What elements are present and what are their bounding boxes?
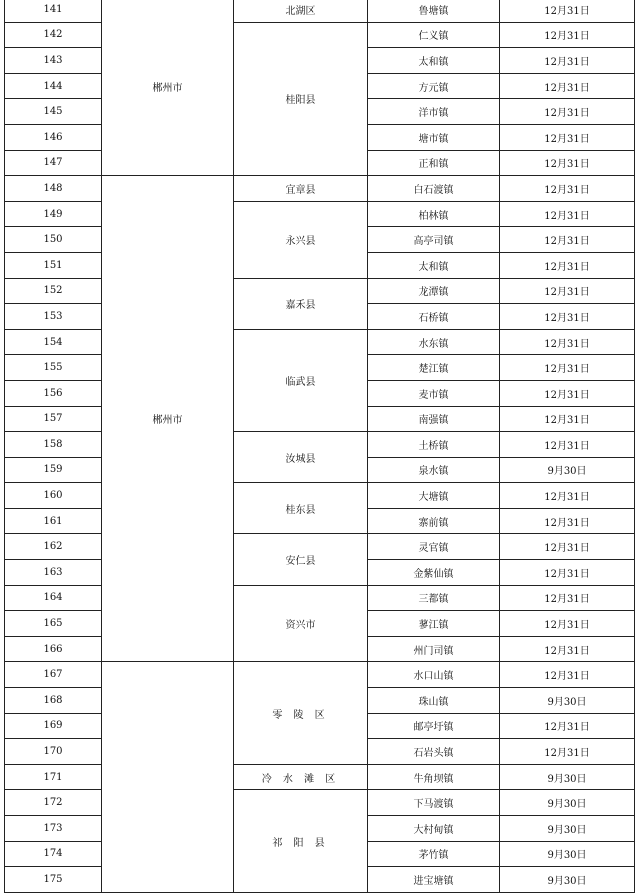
seq-cell: 166 xyxy=(5,636,102,662)
city-cell-empty xyxy=(102,662,234,892)
seq-cell: 157 xyxy=(5,406,102,432)
seq-cell: 163 xyxy=(5,560,102,586)
town-cell: 洋市镇 xyxy=(368,99,500,125)
seq-cell: 158 xyxy=(5,432,102,458)
table-row xyxy=(5,662,635,688)
county-cell: 冷 水 滩 区 xyxy=(234,764,368,790)
date-cell: 12月31日 xyxy=(500,22,635,48)
town-cell: 下马渡镇 xyxy=(368,790,500,816)
date-cell: 12月31日 xyxy=(500,227,635,253)
town-cell: 白石渡镇 xyxy=(368,176,500,202)
seq-cell: 155 xyxy=(5,355,102,381)
date-cell: 12月31日 xyxy=(500,560,635,586)
town-cell: 土桥镇 xyxy=(368,432,500,458)
table-row xyxy=(5,329,635,355)
date-cell: 12月31日 xyxy=(500,201,635,227)
town-cell: 太和镇 xyxy=(368,48,500,74)
seq-cell: 145 xyxy=(5,99,102,125)
seq-cell: 171 xyxy=(5,764,102,790)
town-cell: 高亭司镇 xyxy=(368,227,500,253)
town-cell: 石桥镇 xyxy=(368,304,500,330)
town-cell: 塘市镇 xyxy=(368,124,500,150)
town-cell: 仁义镇 xyxy=(368,22,500,48)
date-cell: 12月31日 xyxy=(500,406,635,432)
table-row xyxy=(5,790,635,816)
seq-cell: 168 xyxy=(5,688,102,714)
date-cell: 9月30日 xyxy=(500,867,635,893)
seq-cell: 159 xyxy=(5,457,102,483)
town-cell: 蓼江镇 xyxy=(368,611,500,637)
town-cell: 珠山镇 xyxy=(368,688,500,714)
county-cell: 资兴市 xyxy=(234,585,368,662)
seq-cell: 161 xyxy=(5,508,102,534)
date-cell: 12月31日 xyxy=(500,483,635,509)
date-cell: 9月30日 xyxy=(500,688,635,714)
table-row xyxy=(5,0,635,22)
town-cell: 太和镇 xyxy=(368,252,500,278)
town-cell: 柏林镇 xyxy=(368,201,500,227)
seq-cell: 152 xyxy=(5,278,102,304)
county-cell: 北湖区 xyxy=(234,0,368,22)
table-row xyxy=(5,201,635,227)
date-cell: 9月30日 xyxy=(500,457,635,483)
date-cell: 12月31日 xyxy=(500,636,635,662)
town-cell: 邮亭圩镇 xyxy=(368,713,500,739)
table-row xyxy=(5,483,635,509)
seq-cell: 165 xyxy=(5,611,102,637)
town-cell: 石岩头镇 xyxy=(368,739,500,765)
date-cell: 12月31日 xyxy=(500,508,635,534)
seq-cell: 146 xyxy=(5,124,102,150)
town-cell: 大村甸镇 xyxy=(368,816,500,842)
city-cell: 郴州市 xyxy=(102,0,234,176)
town-cell: 茅竹镇 xyxy=(368,841,500,867)
town-cell: 水东镇 xyxy=(368,329,500,355)
seq-cell: 173 xyxy=(5,816,102,842)
town-cell: 州门司镇 xyxy=(368,636,500,662)
seq-cell: 153 xyxy=(5,304,102,330)
county-cell: 零 陵 区 xyxy=(234,662,368,764)
seq-cell: 147 xyxy=(5,150,102,176)
seq-cell: 164 xyxy=(5,585,102,611)
town-cell: 灵官镇 xyxy=(368,534,500,560)
date-cell: 12月31日 xyxy=(500,329,635,355)
seq-cell: 175 xyxy=(5,867,102,893)
town-cell: 鲁塘镇 xyxy=(368,0,500,22)
county-cell: 桂东县 xyxy=(234,483,368,534)
county-cell: 汝城县 xyxy=(234,432,368,483)
date-cell: 9月30日 xyxy=(500,764,635,790)
county-cell: 临武县 xyxy=(234,329,368,431)
town-cell: 正和镇 xyxy=(368,150,500,176)
town-cell: 南强镇 xyxy=(368,406,500,432)
date-cell: 12月31日 xyxy=(500,176,635,202)
seq-cell: 142 xyxy=(5,22,102,48)
town-cell: 寨前镇 xyxy=(368,508,500,534)
county-cell: 永兴县 xyxy=(234,201,368,278)
town-cell: 三都镇 xyxy=(368,585,500,611)
town-cell: 金紫仙镇 xyxy=(368,560,500,586)
town-cell: 水口山镇 xyxy=(368,662,500,688)
seq-cell: 174 xyxy=(5,841,102,867)
town-cell: 麦市镇 xyxy=(368,380,500,406)
date-cell: 12月31日 xyxy=(500,713,635,739)
seq-cell: 151 xyxy=(5,252,102,278)
date-cell: 12月31日 xyxy=(500,124,635,150)
town-cell: 泉水镇 xyxy=(368,457,500,483)
seq-cell: 144 xyxy=(5,73,102,99)
seq-cell: 154 xyxy=(5,329,102,355)
seq-cell: 162 xyxy=(5,534,102,560)
seq-cell: 149 xyxy=(5,201,102,227)
town-cell: 方元镇 xyxy=(368,73,500,99)
county-cell: 宜章县 xyxy=(234,176,368,202)
seq-cell: 170 xyxy=(5,739,102,765)
table-row xyxy=(5,585,635,611)
date-cell: 12月31日 xyxy=(500,0,635,22)
town-cell: 进宝塘镇 xyxy=(368,867,500,893)
town-cell: 龙潭镇 xyxy=(368,278,500,304)
table-row xyxy=(5,432,635,458)
date-cell: 12月31日 xyxy=(500,380,635,406)
date-cell: 12月31日 xyxy=(500,662,635,688)
date-cell: 12月31日 xyxy=(500,355,635,381)
date-cell: 9月30日 xyxy=(500,790,635,816)
table-row xyxy=(5,22,635,48)
date-cell: 9月30日 xyxy=(500,816,635,842)
table-row xyxy=(5,534,635,560)
seq-cell: 169 xyxy=(5,713,102,739)
date-cell: 12月31日 xyxy=(500,252,635,278)
date-cell: 12月31日 xyxy=(500,73,635,99)
date-cell: 12月31日 xyxy=(500,611,635,637)
seq-cell: 148 xyxy=(5,176,102,202)
date-cell: 12月31日 xyxy=(500,739,635,765)
date-cell: 12月31日 xyxy=(500,278,635,304)
seq-cell: 160 xyxy=(5,483,102,509)
town-cell: 牛角坝镇 xyxy=(368,764,500,790)
seq-cell: 141 xyxy=(5,0,102,22)
seq-cell: 150 xyxy=(5,227,102,253)
date-cell: 12月31日 xyxy=(500,534,635,560)
date-cell: 12月31日 xyxy=(500,304,635,330)
seq-cell: 156 xyxy=(5,380,102,406)
table-row xyxy=(5,764,635,790)
seq-cell: 172 xyxy=(5,790,102,816)
county-cell: 安仁县 xyxy=(234,534,368,585)
date-cell: 12月31日 xyxy=(500,99,635,125)
county-cell: 祁 阳 县 xyxy=(234,790,368,892)
town-cell: 大塘镇 xyxy=(368,483,500,509)
table-row xyxy=(5,176,635,202)
date-cell: 12月31日 xyxy=(500,150,635,176)
date-cell: 12月31日 xyxy=(500,48,635,74)
town-schedule-table xyxy=(4,0,635,893)
table-row xyxy=(5,278,635,304)
seq-cell: 167 xyxy=(5,662,102,688)
city-cell: 郴州市 xyxy=(102,176,234,662)
date-cell: 12月31日 xyxy=(500,585,635,611)
county-cell: 嘉禾县 xyxy=(234,278,368,329)
seq-cell: 143 xyxy=(5,48,102,74)
date-cell: 9月30日 xyxy=(500,841,635,867)
county-cell: 桂阳县 xyxy=(234,22,368,176)
date-cell: 12月31日 xyxy=(500,432,635,458)
town-cell: 楚江镇 xyxy=(368,355,500,381)
